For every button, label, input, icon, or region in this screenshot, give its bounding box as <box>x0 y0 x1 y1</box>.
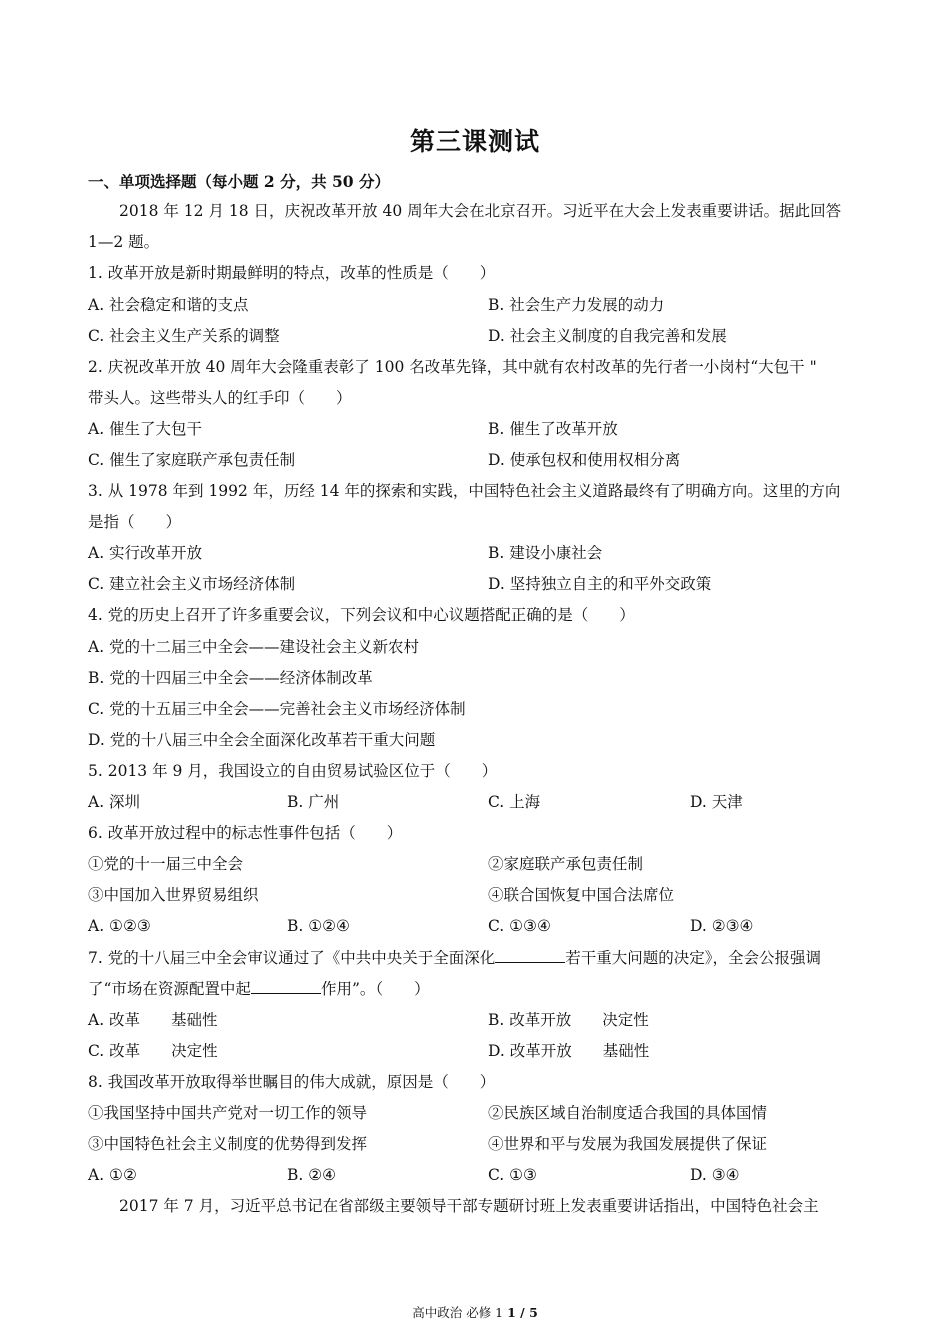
section-heading: 一、单项选择题（每小题 2 分，共 50 分） <box>88 172 390 191</box>
question-stem: 2. 庆祝改革开放 40 周年大会隆重表彰了 100 名改革先锋，其中就有农村改革的先行者一小岗村“大包干 " <box>88 358 817 376</box>
option-c: C. 建立社会主义市场经济体制 <box>88 575 296 593</box>
option-b: B. ②④ <box>287 1166 337 1184</box>
option-b: B. 建设小康社会 <box>488 544 603 562</box>
statement-2: ②民族区域自治制度适合我国的具体国情 <box>488 1104 768 1122</box>
question-stem: 5. 2013 年 9 月，我国设立的自由贸易试验区位于（ ） <box>88 762 498 780</box>
option-d: D. 坚持独立自主的和平外交政策 <box>488 575 712 593</box>
option-d: D. 天津 <box>690 793 743 811</box>
option-b: B. ①②④ <box>287 917 350 935</box>
statement-4: ④联合国恢复中国合法席位 <box>488 886 675 904</box>
statement-2: ②家庭联产承包责任制 <box>488 855 644 873</box>
option-c: C. ①③ <box>488 1166 537 1184</box>
option-a: A. 催生了大包干 <box>88 420 203 438</box>
question-stem: 6. 改革开放过程中的标志性事件包括（ ） <box>88 824 403 842</box>
option-c: C. 社会主义生产关系的调整 <box>88 327 280 345</box>
question-stem: 1. 改革开放是新时期最鲜明的特点，改革的性质是（ ） <box>88 264 496 282</box>
question-stem: 3. 从 1978 年到 1992 年，历经 14 年的探索和实践，中国特色社会主义道路最终有了明确方向。这里的方向 <box>88 482 841 500</box>
intro-paragraph-line: 1—2 题。 <box>88 233 160 251</box>
question-stem-part: 作用”。（ ） <box>320 980 430 998</box>
option-a: A. 实行改革开放 <box>88 544 203 562</box>
option-b: B. 催生了改革开放 <box>488 420 618 438</box>
option-c: C. 上海 <box>488 793 541 811</box>
option-d: D. ③④ <box>690 1166 740 1184</box>
option-d: D. ②③④ <box>690 917 754 935</box>
question-stem: 带头人。这些带头人的红手印（ ） <box>88 389 352 407</box>
option-a: A. 改革 基础性 <box>88 1011 218 1029</box>
question-stem-part: 若干重大问题的决定》，全会公报强调 <box>565 949 821 967</box>
option-a: A. 社会稳定和谐的支点 <box>88 296 249 314</box>
question-stem <box>88 979 868 999</box>
option-a: A. ①②③ <box>88 917 151 935</box>
answer-blank <box>251 979 321 994</box>
answer-blank <box>495 948 565 963</box>
question-stem-part: 了“市场在资源配置中起 <box>88 980 251 998</box>
statement-3: ③中国加入世界贸易组织 <box>88 886 259 904</box>
option-c: C. 催生了家庭联产承包责任制 <box>88 451 296 469</box>
statement-4: ④世界和平与发展为我国发展提供了保证 <box>488 1135 768 1153</box>
footer-subject: 高中政治 必修 1 <box>412 1305 504 1320</box>
question-stem-part: 7. 党的十八届三中全会审议通过了《中共中央关于全面深化 <box>88 949 496 967</box>
option-b: B. 社会生产力发展的动力 <box>488 296 665 314</box>
intro-paragraph-line: 2017 年 7 月，习近平总书记在省部级主要领导干部专题研讨班上发表重要讲话指出，中国特色社会主 <box>119 1197 819 1215</box>
option-b: B. 改革开放 决定性 <box>488 1011 649 1029</box>
page-number: 1 / 5 <box>507 1305 538 1320</box>
option-d: D. 党的十八届三中全会全面深化改革若干重大问题 <box>88 731 436 749</box>
option-b: B. 广州 <box>287 793 340 811</box>
option-c: C. 党的十五届三中全会——完善社会主义市场经济体制 <box>88 700 466 718</box>
option-d: D. 使承包权和使用权相分离 <box>488 451 681 469</box>
option-d: D. 社会主义制度的自我完善和发展 <box>488 327 727 345</box>
option-c: C. 改革 决定性 <box>88 1042 218 1060</box>
statement-1: ①我国坚持中国共产党对一切工作的领导 <box>88 1104 368 1122</box>
page-title: 第三课测试 <box>409 127 540 156</box>
option-b: B. 党的十四届三中全会——经济体制改革 <box>88 669 373 687</box>
question-stem: 4. 党的历史上召开了许多重要会议，下列会议和中心议题搭配正确的是（ ） <box>88 606 635 624</box>
option-d: D. 改革开放 基础性 <box>488 1042 650 1060</box>
option-c: C. ①③④ <box>488 917 551 935</box>
statement-3: ③中国特色社会主义制度的优势得到发挥 <box>88 1135 368 1153</box>
option-a: A. 深圳 <box>88 793 141 811</box>
question-stem <box>88 948 868 968</box>
intro-paragraph-line: 2018 年 12 月 18 日，庆祝改革开放 40 周年大会在北京召开。习近平在大会上发表重要讲话。据此回答 <box>119 202 842 220</box>
option-a: A. 党的十二届三中全会——建设社会主义新农村 <box>88 638 420 656</box>
question-stem: 8. 我国改革开放取得举世瞩目的伟大成就，原因是（ ） <box>88 1073 496 1091</box>
page-footer <box>0 1303 950 1321</box>
option-a: A. ①② <box>88 1166 137 1184</box>
statement-1: ①党的十一届三中全会 <box>88 855 244 873</box>
question-stem: 是指（ ） <box>88 513 182 531</box>
